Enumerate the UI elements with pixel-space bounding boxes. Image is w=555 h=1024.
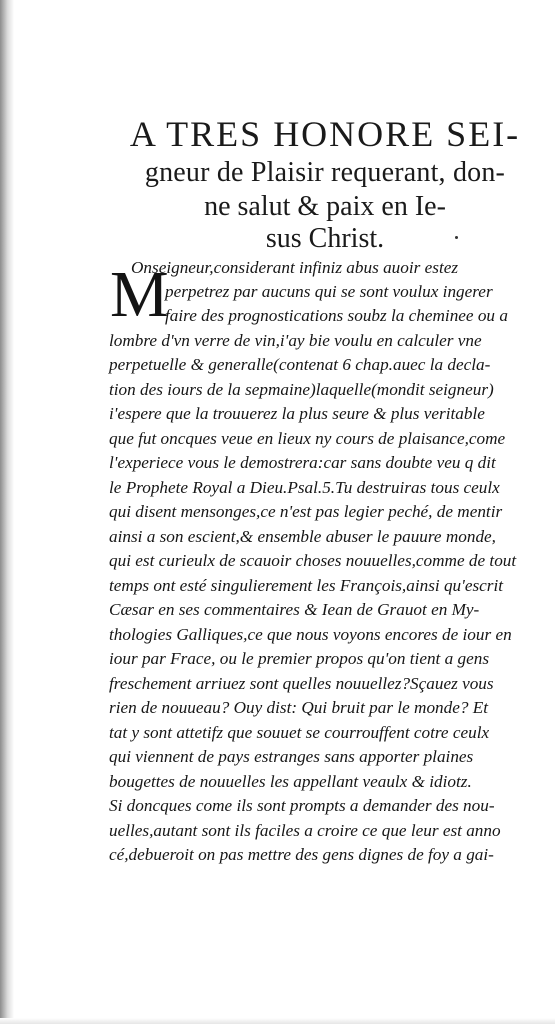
text-line: uelles,autant sont ils faciles a croire ce que leur est anno (109, 821, 501, 840)
text-line: ainsi a son escient,& ensemble abuser le pauure monde, (109, 527, 496, 546)
drop-capital: M (110, 258, 169, 331)
text-line: qui viennent de pays estranges sans apporter plaines (109, 747, 474, 766)
heading-line-1: A TRES HONORE SEI- (129, 114, 521, 154)
text-line: lombre d'vn verre de vin,i'ay bie voulu en calculer vne (109, 331, 482, 350)
text-line: thologies Galliques,ce que nous voyons encores de iour en (109, 625, 512, 644)
text-line: tion des iours de la sepmaine)laquelle(mondit seigneur) (109, 380, 494, 399)
text-line: qui disent mensonges,ce n'est pas legier peché, de mentir (109, 502, 503, 521)
text-line: i'espere que la trouuerez la plus seure & plus veritable (109, 404, 485, 423)
ink-speck (455, 236, 458, 239)
text-line: rien de nouueau? Ouy dist: Qui bruit par le monde? Et (109, 698, 489, 717)
page-edge-shadow (0, 0, 14, 1024)
text-line: perpetuelle & generalle(contenat 6 chap.auec la decla- (109, 355, 491, 374)
text-line: qui est curieulx de scauoir choses nouuelles,comme de tout (109, 551, 517, 570)
text-line: iour par Frace, ou le premier propos qu'on tient a gens (109, 649, 490, 668)
text-line: que fut oncques veue en lieux ny cours de plaisance,come (109, 429, 506, 448)
heading-line-3: ne salut & paix en Ie- (204, 191, 446, 222)
text-line: freschement arriuez sont quelles nouuellez?Sçauez vous (109, 674, 494, 693)
page-bottom-shade (0, 1018, 555, 1024)
text-line: Onseigneur,considerant infiniz abus auoir estez (131, 258, 459, 277)
heading-line-4: sus Christ. (265, 223, 385, 254)
text-line: perpetrez par aucuns qui se sont voulux ingerer (165, 282, 493, 301)
text-line: Si doncques come ils sont prompts a demander des nou- (109, 796, 495, 815)
text-line: l'experiece vous le demostrera:car sans doubte veu q dit (109, 453, 496, 472)
text-line: bougettes de nouuelles les appellant veaulx & idiotz. (109, 772, 472, 791)
text-line: temps ont esté singulierement les François,ainsi qu'escrit (109, 576, 504, 595)
text-line: tat y sont attetifz que souuet se courrouffent cotre ceulx (109, 723, 490, 742)
heading-line-2: gneur de Plaisir requerant, don- (144, 157, 506, 188)
text-line: faire des prognostications soubz la cheminee ou a (165, 306, 508, 325)
text-line: cé,debueroit on pas mettre des gens dignes de foy a gai- (109, 845, 494, 864)
text-line: le Prophete Royal a Dieu.Psal.5.Tu destruiras tous ceulx (109, 478, 500, 497)
text-line: Cæsar en ses commentaires & Iean de Grauot en My- (109, 600, 480, 619)
